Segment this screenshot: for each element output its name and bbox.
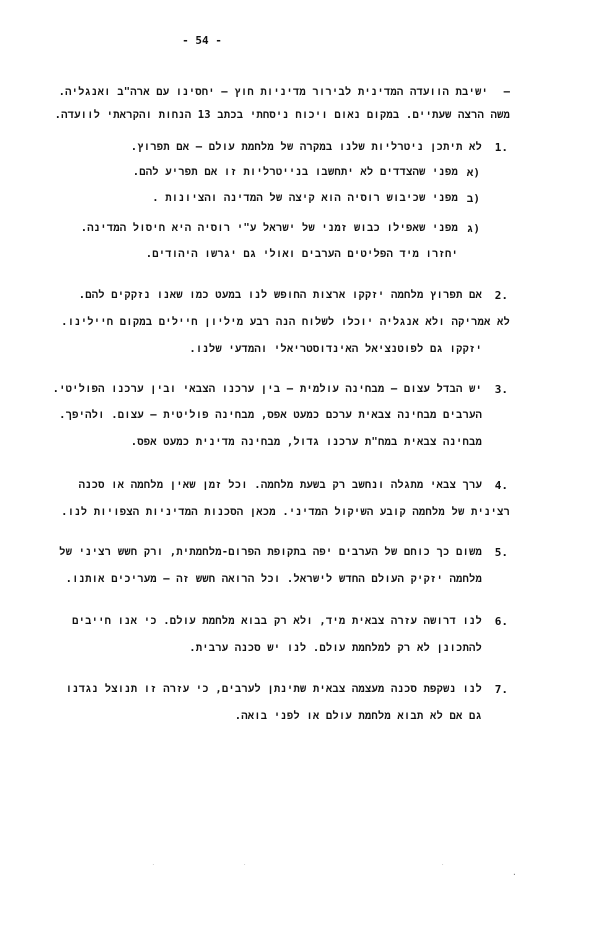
item-1-number: 1.: [494, 141, 508, 154]
item-1-sub-a-line-1: מפני שהצדדים לא יתחשבו בנייטרליות זו אם תפריע להם.: [132, 166, 458, 178]
item-3-line-2: הערבים מבחינה צבאית ערכם כמעט אפס, מבחינה פוליטית – עצום. ולהיפך.: [59, 409, 482, 421]
item-2-line-3: יזקקו גם לפוטנציאל האינדוסטריאלי והמדעי שלנו.: [189, 343, 482, 355]
item-4-line-1: ערך צבאי מתגלה ונחשב רק בשעת מלחמה. וכל זמן שאין מלחמה או סכנה: [78, 479, 482, 491]
item-5-number: 5.: [494, 546, 508, 559]
item-3-line-3: מבחינה צבאית במח"ת ערכנו גדול, מבחינה מדינית כמעט אפס.: [130, 436, 482, 448]
item-4-line-2: רצינית של מלחמה קובע השיקול המדיני. מכאן הסכנות המדיניות הצפויות לנו.: [61, 506, 510, 518]
item-5-line-1: משום כך כוחם של הערבים יפה בתקופת הפרום-מלחמתית, ורק חשש רציני של: [59, 546, 482, 558]
item-2-number: 2.: [494, 289, 508, 302]
item-2-line-2: לא אמריקה ולא אנגליה יוכלו לשלוח הנה רבע מיליון חיילים במקום חיילינו.: [61, 316, 510, 328]
item-3-number: 3.: [494, 383, 508, 396]
intro-line-1: ישיבת הוועדה המדינית לבירור מדיניות חוץ – יחסינו עם ארה"ב ואנגליה.: [58, 86, 488, 98]
item-1-line-1: לא תיתכן ניטרליות שלנו במקרה של מלחמת עולם – אם תפרוץ.: [130, 141, 482, 153]
item-7-line-1: לנו נשקפת סכנה מעצמה צבאית שתינתן לערבים, כי עזרה זו תנוצל נגדנו: [65, 683, 482, 695]
scan-artifact-mark: ·: [512, 870, 517, 879]
item-4-number: 4.: [494, 479, 508, 492]
intro-line-2: משה הרצה שעתיים. במקום נאום ויכוח ניסחתי בכתב 13 הנחות והקראתי לוועדה.: [54, 109, 510, 121]
item-1-sub-b-marker: ב): [466, 192, 480, 205]
item-6-number: 6.: [494, 615, 508, 628]
item-7-number: 7.: [494, 683, 508, 696]
item-1-sub-c-line-1: מפני שאפילו כבוש זמני של ישראל ע"י רוסיה היא חיסול המדינה.: [80, 222, 458, 234]
item-1-sub-c-marker: ג): [466, 222, 480, 235]
item-5-line-2: מלחמה יזקיק העולם החדש לישראל. וכל הרואה חשש זה – מעריכים אותנו.: [65, 573, 482, 585]
item-1-sub-a-marker: א): [466, 166, 480, 179]
item-1-sub-c-line-2: יחזרו מיד הפליטים הערבים ואולי גם יגרשו היהודים.: [145, 248, 458, 260]
item-7-line-2: גם אם לא תבוא מלחמת עולם או לפני בואה.: [234, 710, 482, 722]
item-6-line-2: להתכונן לא רק למלחמת עולם. לנו יש סכנה ערבית.: [189, 642, 482, 654]
page-number: - 54 -: [182, 34, 222, 47]
item-2-line-1: אם תפרוץ מלחמה יזקקו ארצות החופש לנו במעט כמו שאנו נזקקים להם.: [78, 289, 482, 301]
item-3-line-1: יש הבדל עצום – מבחינה עולמית – בין ערכנו הצבאי ובין ערכנו הפוליטי.: [52, 383, 482, 395]
intro-dash: –: [503, 86, 510, 98]
scan-artifact-dots: . . .: [151, 860, 449, 867]
item-6-line-1: לנו דרושה עזרה צבאית מיד, ולא רק בבוא מלחמת עולם. כי אנו חייבים: [72, 615, 482, 627]
item-1-sub-b-line-1: מפני שכיבוש רוסיה הוא קיצה של המדינה והציונות .: [152, 192, 458, 204]
